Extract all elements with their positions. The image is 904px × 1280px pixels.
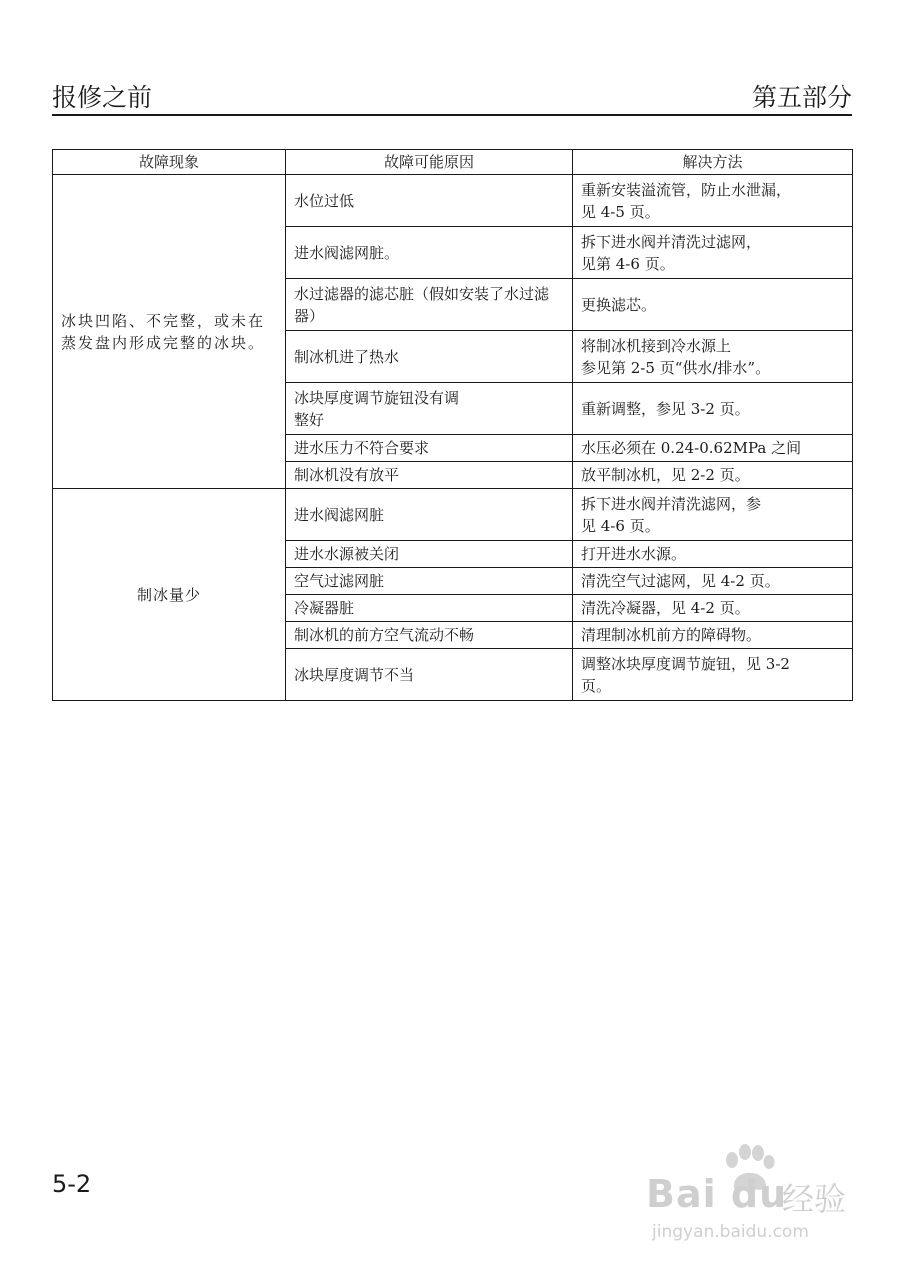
cause-cell xyxy=(286,489,573,541)
solution-cell xyxy=(573,568,853,595)
solution-text: 放平制冰机，见 2-2 页。 xyxy=(581,466,750,484)
cause-text: 进水阀滤网脏。 xyxy=(294,243,400,262)
solution-cell xyxy=(573,649,853,701)
solution-text: 重新安装溢流管，防止水泄漏， 见 4-5 页。 xyxy=(581,180,792,221)
solution-cell xyxy=(573,541,853,568)
cause-cell xyxy=(286,435,573,462)
column-header-cause: 故障可能原因 xyxy=(286,150,573,175)
solution-cell xyxy=(573,622,853,649)
cause-cell xyxy=(286,649,573,701)
cause-text: 水位过低 xyxy=(294,191,355,210)
cause-cell xyxy=(286,622,573,649)
column-header-symptom: 故障现象 xyxy=(53,150,286,175)
header-right-title: 第五部分 xyxy=(751,83,852,112)
solution-cell xyxy=(573,227,853,279)
header-left-title: 报修之前 xyxy=(52,83,153,112)
baidu-jingyan-watermark xyxy=(640,1138,870,1248)
cause-cell xyxy=(286,595,573,622)
solution-text: 调整冰块厚度调节旋钮，见 3-2 页。 xyxy=(581,654,790,695)
cause-text: 水过滤器的滤芯脏（假如安装了水过滤器） xyxy=(294,284,550,325)
cause-text: 进水压力不符合要求 xyxy=(294,439,430,457)
cause-text: 冰块厚度调节旋钮没有调 整好 xyxy=(294,388,460,429)
solution-text: 清理制冰机前方的障碍物。 xyxy=(581,626,762,644)
symptom-cell xyxy=(53,175,286,489)
solution-text: 水压必须在 0.24-0.62MPa 之间 xyxy=(581,439,802,457)
solution-text: 拆下进水阀并清洗过滤网， 见第 4-6 页。 xyxy=(581,232,762,273)
solution-cell xyxy=(573,175,853,227)
cause-text: 冷凝器脏 xyxy=(294,599,355,617)
solution-cell xyxy=(573,383,853,435)
cause-text: 冰块厚度调节不当 xyxy=(294,665,415,684)
column-header-solution: 解决方法 xyxy=(573,150,853,175)
solution-text: 重新调整，参见 3-2 页。 xyxy=(581,399,750,418)
cause-cell xyxy=(286,279,573,331)
page-number: 5-2 xyxy=(52,1170,92,1198)
solution-cell xyxy=(573,595,853,622)
cause-cell xyxy=(286,462,573,489)
solution-text: 打开进水水源。 xyxy=(581,545,687,563)
cause-text: 制冰机没有放平 xyxy=(294,466,400,484)
watermark-cn-text: 经验 xyxy=(782,1180,847,1218)
cause-cell xyxy=(286,175,573,227)
symptom-text: 冰块凹陷、不完整，或未在蒸发盘内形成完整的冰块。 xyxy=(61,311,266,352)
cause-cell xyxy=(286,227,573,279)
cause-cell xyxy=(286,568,573,595)
table-header-row xyxy=(53,150,853,175)
solution-text: 将制冰机接到冷水源上 参见第 2-5 页“供水/排水”。 xyxy=(581,336,771,377)
solution-cell xyxy=(573,462,853,489)
solution-text: 清洗空气过滤网，见 4-2 页。 xyxy=(581,572,780,590)
solution-cell xyxy=(573,435,853,462)
solution-text: 拆下进水阀并清洗滤网，参 见 4-6 页。 xyxy=(581,494,762,535)
cause-text: 制冰机进了热水 xyxy=(294,347,400,366)
cause-text: 进水阀滤网脏 xyxy=(294,505,385,524)
table-row xyxy=(53,175,853,227)
cause-cell xyxy=(286,541,573,568)
solution-text: 清洗冷凝器，见 4-2 页。 xyxy=(581,599,750,617)
page-header xyxy=(52,82,852,116)
cause-text: 制冰机的前方空气流动不畅 xyxy=(294,626,475,644)
table-row xyxy=(53,489,853,541)
solution-cell xyxy=(573,489,853,541)
cause-text: 进水水源被关闭 xyxy=(294,545,400,563)
cause-cell xyxy=(286,383,573,435)
solution-text: 更换滤芯。 xyxy=(581,295,657,314)
watermark-brand: Bai du xyxy=(646,1172,788,1216)
cause-cell xyxy=(286,331,573,383)
solution-cell xyxy=(573,279,853,331)
solution-cell xyxy=(573,331,853,383)
cause-text: 空气过滤网脏 xyxy=(294,572,385,590)
symptom-cell xyxy=(53,489,286,701)
watermark-url: jingyan.baidu.com xyxy=(652,1222,809,1242)
troubleshooting-table xyxy=(52,149,853,701)
symptom-text: 制冰量少 xyxy=(136,585,201,604)
